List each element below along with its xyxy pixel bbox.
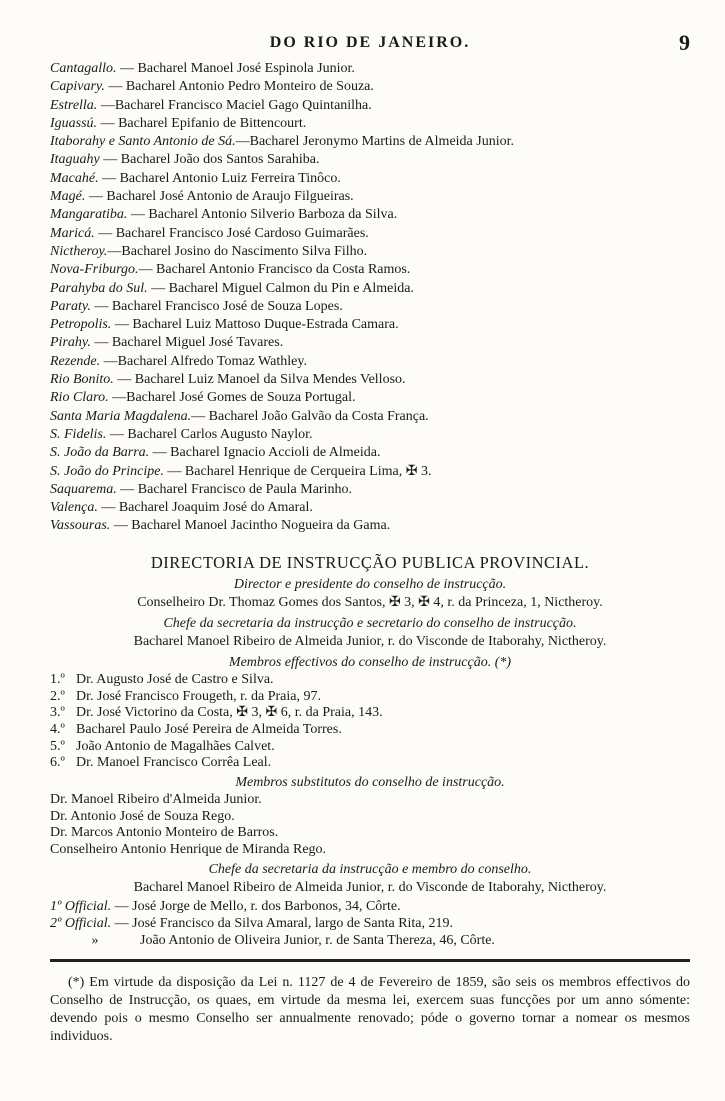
municipality-entry [50, 188, 690, 206]
municipality-judge: — Bacharel João dos Santos Sarahiba. [99, 152, 320, 168]
municipality-judge: — Bacharel Antonio Francisco da Costa Ramos. [138, 262, 411, 278]
municipality-judge: — Bacharel José Antonio de Araujo Filgueiras. [85, 189, 354, 205]
municipality-entry [50, 426, 690, 444]
municipality-name: Santa Maria Magdalena. [50, 408, 192, 424]
municipality-judge: — Bacharel Manoel José Espinola Junior. [116, 61, 355, 76]
municipality-name: Pirahy. [50, 335, 91, 351]
official-label: 2º Official. [50, 915, 112, 931]
municipality-entry [50, 316, 690, 334]
municipality-name: Capivary. [50, 79, 105, 95]
municipality-name: S. João do Principe. [50, 463, 164, 479]
municipality-entry [50, 97, 690, 115]
municipality-judge: —Bacharel Alfredo Tomaz Wathley. [100, 353, 307, 369]
municipality-entry [50, 206, 690, 224]
municipality-entry [50, 115, 690, 133]
member-name: Dr. Augusto José de Castro e Silva. [76, 672, 274, 688]
member-name: João Antonio de Magalhães Calvet. [76, 738, 275, 754]
municipality-name: Mangaratiba. [50, 207, 128, 223]
municipality-name: Valença. [50, 500, 98, 516]
efetivo-member [50, 722, 690, 739]
substitutos-heading: Membros substitutos do conselho de instrucção. [235, 774, 505, 790]
substituto-member: Dr. Manoel Ribeiro d'Almeida Junior. [50, 792, 262, 808]
director-heading: Director e presidente do conselho de instrucção. [233, 576, 507, 592]
municipality-entry [50, 517, 690, 535]
municipality-name: Parahyba do Sul. [50, 280, 148, 296]
municipality-name: Estrella. [50, 97, 98, 113]
municipality-entry [50, 243, 690, 261]
municipality-judge: — Bacharel Miguel José Tavares. [90, 335, 284, 351]
substituto-member: Conselheiro Antonio Henrique de Miranda Rego. [50, 842, 327, 858]
municipality-entry [50, 408, 690, 426]
municipality-list [50, 60, 690, 536]
municipality-judge: — Bacharel Ignacio Accioli de Almeida. [149, 445, 381, 461]
member-number: 2.º [50, 688, 65, 704]
divider-rule [50, 959, 690, 962]
efetivo-member [50, 739, 690, 756]
section-title: DIRECTORIA DE INSTRUCÇÃO PUBLICA PROVINCIAL. [150, 552, 590, 572]
municipality-judge: — Bacharel Francisco José Cardoso Guimarães. [94, 225, 369, 241]
municipality-name: Nictheroy. [50, 243, 108, 259]
municipality-judge: — Bacharel Luiz Mattoso Duque-Estrada Camara. [111, 317, 399, 333]
municipality-name: Rio Claro. [50, 390, 109, 406]
efetivos-heading: Membros effectivos do conselho de instrucção. (*) [228, 654, 512, 670]
municipality-entry [50, 225, 690, 243]
member-number: 3.º [50, 705, 65, 721]
footnote: (*) Em virtude da disposição da Lei n. 1127 de 4 de Fevereiro de 1859, são seis os membros effectivos do Conselho de Instrucção, os quaes, em virtude da mesma lei, exercem suas funcções por um anno sómente: devendo pois o mesmo Conselho ser annualmente renovado; póde o governo tornar a nomear os mesmos individuos. [50, 974, 690, 1044]
municipality-name: Cantagallo. [50, 61, 117, 76]
member-name: Dr. Manoel Francisco Corrêa Leal. [76, 755, 272, 771]
municipality-entry [50, 298, 690, 316]
member-number: 5.º [50, 738, 65, 754]
municipality-entry [50, 499, 690, 517]
municipality-entry [50, 78, 690, 96]
efetivo-member [50, 672, 690, 689]
municipality-judge: — Bacharel Carlos Augusto Naylor. [106, 426, 313, 442]
municipality-judge: — Bacharel Epifanio de Bittencourt. [97, 115, 307, 131]
member-number: 6.º [50, 755, 65, 771]
municipality-name: Rio Bonito. [50, 372, 114, 388]
municipality-name: Nova-Friburgo. [50, 262, 139, 278]
municipality-entry [50, 60, 690, 78]
municipality-judge: —Bacharel Jeronymo Martins de Almeida Junior. [235, 134, 514, 150]
municipality-judge: —Bacharel Francisco Maciel Gago Quintanilha. [97, 97, 372, 113]
municipality-name: S. João da Barra. [50, 445, 150, 461]
chefe-line: Bacharel Manoel Ribeiro de Almeida Junior, r. do Visconde de Itaborahy, Nictheroy. [133, 634, 607, 650]
municipality-judge: — Bacharel Antonio Pedro Monteiro de Souza. [104, 79, 374, 95]
municipality-judge: — Bacharel Manoel Jacintho Nogueira da Gama. [110, 518, 391, 534]
running-header [50, 30, 690, 60]
municipality-name: Iguassú. [50, 115, 98, 131]
municipality-name: Itaguahy [50, 152, 100, 168]
page [50, 30, 690, 1046]
chefe2-heading: Chefe da secretaria da instrucção e membro do conselho. [208, 861, 532, 877]
municipality-judge: — Bacharel Henrique de Cerqueira Lima, ✠ 3. [163, 463, 432, 479]
municipality-entry [50, 444, 690, 462]
member-number: 1.º [50, 672, 65, 688]
officials-list [50, 898, 690, 949]
member-number: 4.º [50, 722, 65, 737]
municipality-name: Saquarema. [50, 481, 117, 497]
member-name: Dr. José Victorino da Costa, ✠ 3, ✠ 6, r. da Praia, 143. [76, 705, 383, 721]
municipality-judge: — Bacharel Miguel Calmon du Pin e Almeida. [147, 280, 414, 296]
municipality-entry [50, 280, 690, 298]
member-name: Dr. José Francisco Frougeth, r. da Praia, 97. [76, 688, 321, 704]
director-line: Conselheiro Dr. Thomaz Gomes dos Santos, ✠ 3, ✠ 4, r. da Princeza, 1, Nictheroy. [137, 595, 603, 611]
substitutos-list [50, 792, 690, 858]
efetivos-list [50, 672, 690, 772]
municipality-name: Macahé. [50, 170, 99, 186]
member-name: Bacharel Paulo José Pereira de Almeida Torres. [76, 722, 342, 737]
municipality-judge: — Bacharel Joaquim José do Amaral. [97, 500, 313, 516]
municipality-judge: — Bacharel Francisco José de Souza Lopes. [90, 298, 343, 314]
official-entry [50, 898, 690, 915]
municipality-judge: —Bacharel Josino do Nascimento Silva Filho. [107, 243, 368, 259]
municipality-entry [50, 334, 690, 352]
municipality-judge: — Bacharel Francisco de Paula Marinho. [116, 481, 352, 497]
municipality-entry [50, 353, 690, 371]
substituto-member: Dr. Antonio José de Souza Rego. [50, 808, 235, 824]
municipality-entry [50, 170, 690, 188]
municipality-entry [50, 133, 690, 151]
municipality-name: Itaborahy e Santo Antonio de Sá. [50, 134, 236, 150]
municipality-name: Magé. [50, 189, 86, 205]
municipality-entry [50, 389, 690, 407]
official-text: — José Francisco da Silva Amaral, largo de Santa Rita, 219. [111, 915, 454, 931]
municipality-name: Vassouras. [50, 518, 111, 534]
municipality-judge: — Bacharel João Galvão da Costa França. [191, 408, 429, 424]
running-title: DO RIO DE JANEIRO. [269, 34, 471, 51]
municipality-entry [50, 151, 690, 169]
official-text: João Antonio de Oliveira Junior, r. de Santa Thereza, 46, Côrte. [140, 932, 495, 948]
municipality-name: Maricá. [50, 225, 95, 241]
efetivo-member [50, 705, 690, 722]
official-text: — José Jorge de Mello, r. dos Barbonos, 34, Côrte. [111, 898, 401, 914]
chefe2-line: Bacharel Manoel Ribeiro de Almeida Junior, r. do Visconde de Itaborahy, Nictheroy. [133, 880, 607, 896]
official-label: » [91, 932, 99, 948]
municipality-judge: — Bacharel Antonio Silverio Barboza da Silva. [127, 207, 398, 223]
efetivo-member [50, 755, 690, 772]
municipality-entry [50, 261, 690, 279]
efetivo-member [50, 689, 690, 706]
municipality-name: Paraty. [50, 298, 91, 314]
municipality-name: Rezende. [50, 353, 101, 369]
substituto-member: Dr. Marcos Antonio Monteiro de Barros. [50, 825, 279, 841]
official-label: 1º Official. [50, 898, 112, 914]
municipality-name: Petropolis. [50, 317, 112, 333]
municipality-entry [50, 371, 690, 389]
municipality-entry [50, 463, 690, 481]
municipality-judge: —Bacharel José Gomes de Souza Portugal. [108, 390, 356, 406]
page-number: 9 [679, 30, 690, 55]
municipality-judge: — Bacharel Luiz Manoel da Silva Mendes Velloso. [113, 372, 406, 388]
municipality-judge: — Bacharel Antonio Luiz Ferreira Tinôco. [98, 170, 341, 186]
official-entry [50, 932, 690, 949]
municipality-name: S. Fidelis. [50, 426, 107, 442]
official-entry [50, 915, 690, 932]
chefe-heading: Chefe da secretaria da instrucção e secretario do conselho de instrucção. [163, 615, 577, 631]
municipality-entry [50, 481, 690, 499]
